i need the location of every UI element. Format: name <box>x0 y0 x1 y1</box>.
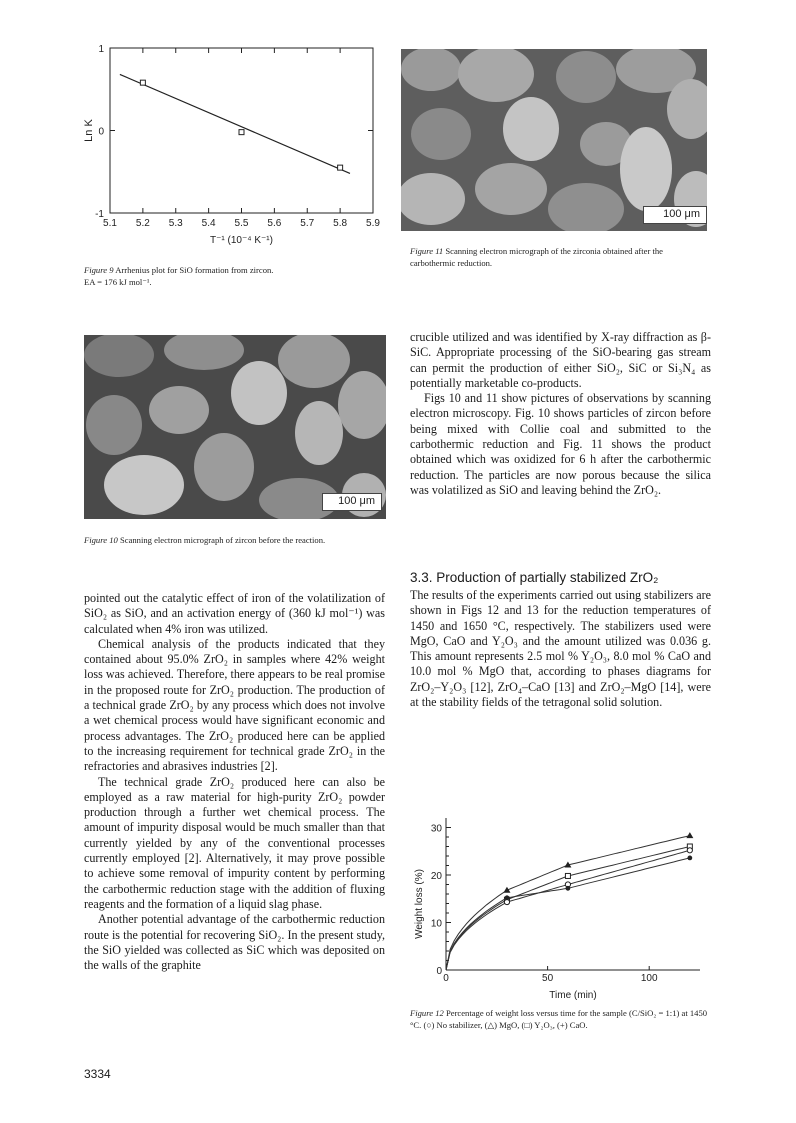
data-point-dot <box>566 886 571 891</box>
x-tick-label: 5.5 <box>234 218 249 229</box>
right-column-lower <box>410 588 711 710</box>
figure-10-micrograph <box>84 335 386 519</box>
figure-12-label: Figure 12 <box>410 1008 444 1018</box>
x-tick-label: 5.8 <box>333 218 348 229</box>
x-tick-label: 5.6 <box>267 218 282 229</box>
figure-12-weight-loss-chart <box>410 808 710 1003</box>
x-tick-label: 100 <box>640 973 658 984</box>
data-point <box>239 130 244 135</box>
data-point-dot <box>687 856 692 861</box>
figure-11-particles <box>401 49 707 231</box>
paragraph-sic-coproducts: crucible utilized and was identified by X-ray diffraction as β-SiC. Appropriate processing of the SiO-bearing gas stream can permit the production of either SiO₂, SiC or Si₃N₄ as potentially marketable co-products. <box>410 330 711 390</box>
y-tick-label: 0 <box>436 966 442 977</box>
data-point <box>140 80 145 85</box>
data-point-triangle <box>686 832 693 838</box>
data-point-square <box>565 873 570 878</box>
figure-9-label: Figure 9 <box>84 265 114 275</box>
right-column-upper <box>410 330 711 498</box>
paragraph-chemical-analysis: Chemical analysis of the products indicated that they contained about 95.0% ZrO₂ in samples where 42% weight loss was achieved. Therefore, there appears to be real promise in the proposed route for ZrO₂ production. The production of a technical grade ZrO₂ by any process which does not involve a wet chemical process would have significant economic and process advantages. The ZrO₂ produced here can be applied to the increasing requirement for technical grade ZrO₂ in the refractories and abrasives industries [2]. <box>84 636 385 774</box>
figure-10-caption-text: Scanning electron micrograph of zircon before the reaction. <box>119 535 326 545</box>
data-point-circle <box>504 899 509 904</box>
x-tick-label: 5.7 <box>300 218 315 229</box>
data-point <box>338 165 343 170</box>
paragraph-catalytic-iron: pointed out the catalytic effect of iron of the volatilization of SiO₂ as SiO, and an activation energy of (360 kJ mol⁻¹) was calculated when 4% iron was utilized. <box>84 591 385 636</box>
x-tick-label: 50 <box>542 973 554 984</box>
figure-9-caption-text: Arrhenius plot for SiO formation from zircon. <box>115 265 274 275</box>
figure-11-caption-text: Scanning electron micrograph of the zirconia obtained after the carbothermic reduction. <box>410 246 663 268</box>
figure-12-caption <box>410 1007 711 1031</box>
figure-11-label: Figure 11 <box>410 246 444 256</box>
y-axis-label: Ln K <box>83 119 95 142</box>
paragraph-sem-observations: Figs 10 and 11 show pictures of observations by scanning electron microscopy. Fig. 10 shows particles of zircon before being mixed with Collie coal and submitted to the carbothermic reduction and Fig. 11 shows the product obtained which was oxidized for 6 h after the carbothermic reduction. The particles are now porous because the silica was volatilized as SiO and leaving behind the ZrO₂. <box>410 391 711 497</box>
x-tick-label: 5.9 <box>366 218 380 229</box>
figure-12-caption-text: Percentage of weight loss versus time for the sample (C/SiO₂ = 1:1) at 1450 °C. (○) No stabilizer, (△) MgO, (□) Y₂O₃, (+) CaO. <box>410 1008 708 1030</box>
paragraph-stabilizers: The results of the experiments carried out using stabilizers are shown in Figs 12 and 13 for the reduction temperatures of 1450 and 1650 °C, respectively. The stabilizers used were MgO, CaO and Y₂O₃ and the amount utilized was 0.036 g. This amount represents 2.5 mol % Y₂O₃, 8.0 mol % CaO and 10.0 mol % MgO that, according to phases diagrams for ZrO₂–Y₂O₃ [12], ZrO₄–CaO [13] and ZrO₂–MgO [14], were at the stability fields of the tetragonal solid solution. <box>410 588 711 710</box>
figure-11-micrograph <box>401 49 707 231</box>
x-tick-label: 5.2 <box>135 218 150 229</box>
figure-10-caption <box>84 534 386 546</box>
x-axis-label: Time (min) <box>549 990 597 1001</box>
y-tick-label: -1 <box>95 209 104 220</box>
left-column-text <box>84 591 385 973</box>
x-tick-label: 5.1 <box>103 218 117 229</box>
x-tick-label: 5.3 <box>168 218 183 229</box>
figure-11-caption <box>410 245 710 269</box>
x-axis-label: T⁻¹ (10⁻⁴ K⁻¹) <box>210 235 273 246</box>
figure-10-label: Figure 10 <box>84 535 118 545</box>
y-tick-label: 30 <box>430 823 442 835</box>
x-tick-label: 0 <box>443 973 449 984</box>
y-tick-label: 10 <box>430 918 442 930</box>
figure-9-activation-energy: EA = 176 kJ mol⁻¹. <box>84 277 152 287</box>
data-point-circle <box>687 848 692 853</box>
figure-10-particles <box>84 335 386 519</box>
fit-line <box>120 74 350 173</box>
y-tick-label: 0 <box>98 126 104 138</box>
figure-9-caption <box>84 264 372 288</box>
section-heading-3-3: 3.3. Production of partially stabilized ZrO₂ <box>410 570 659 585</box>
y-axis-label: Weight loss (%) <box>414 869 425 939</box>
data-point-dot <box>505 895 510 900</box>
paragraph-sio2-recovery: Another potential advantage of the carbothermic reduction route is the potential for recovering SiO₂. In the present study, the SiO yielded was collected as SiC which was deposited on the walls of the graphite <box>84 912 385 973</box>
y-tick-label: 1 <box>98 44 104 55</box>
figure-9-arrhenius-plot <box>80 40 390 255</box>
figure-11-scale-bar: 100 μm <box>643 206 707 224</box>
x-tick-label: 5.4 <box>201 218 216 229</box>
paragraph-technical-grade: The technical grade ZrO₂ produced here can also be employed as a raw material for high-purity ZrO₂ powder production through a further wet chemical process. The amount of impurity disposal would be much smaller than that currently yielded by any of the conventional processes currently employed [2]. Alternatively, it may prove possible to achieve some removal of impurity content by performing the carbothermic reduction stage with the addition of fluxing reagents and the formation of a liquid slag phase. <box>84 774 385 911</box>
figure-10-scale-bar: 100 μm <box>322 493 382 511</box>
y-tick-label: 20 <box>430 871 442 882</box>
series-curve-circle <box>446 850 690 970</box>
page-number: 3334 <box>84 1067 111 1081</box>
